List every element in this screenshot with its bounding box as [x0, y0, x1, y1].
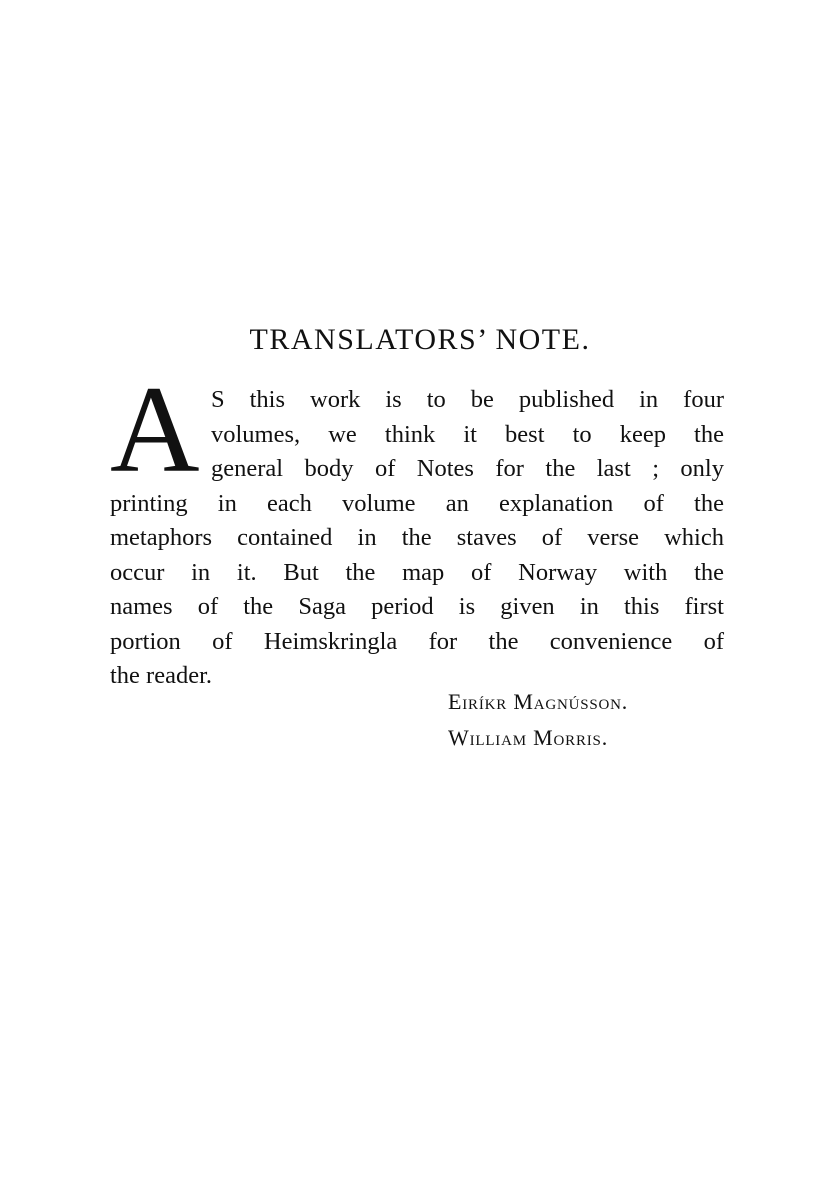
signature-magnusson: Eiríkr Magnússon. — [448, 689, 629, 714]
note-paragraph — [110, 383, 724, 694]
paragraph-line: printing in each volume an explanation of the — [110, 489, 724, 517]
paragraph-line: S this work is to be published in four — [211, 386, 724, 413]
signature-block — [448, 684, 628, 756]
paragraph-line: occur in it. But the map of Norway with the — [110, 558, 724, 586]
drop-cap: A — [110, 361, 200, 498]
page-title: TRANSLATORS’ NOTE. — [249, 323, 591, 356]
paragraph-line: names of the Saga period is given in this first — [110, 593, 724, 620]
paragraph-line: the reader. — [110, 662, 213, 689]
paragraph-line: portion of Heimskringla for the convenience of — [110, 627, 724, 655]
paragraph-line: volumes, we think it best to keep the — [211, 420, 724, 448]
paragraph-line: metaphors contained in the staves of verse which — [110, 524, 724, 551]
paragraph-line: general body of Notes for the last ; only — [211, 455, 724, 482]
signature-morris: William Morris. — [448, 725, 608, 750]
